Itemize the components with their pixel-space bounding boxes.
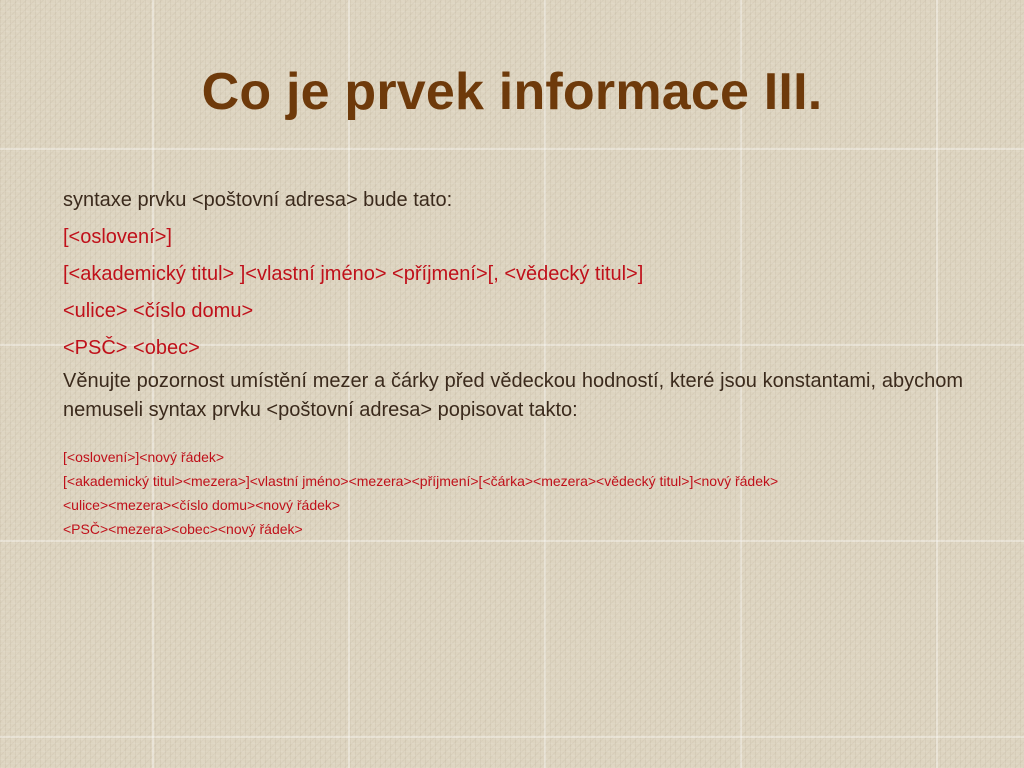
slide-content — [63, 188, 963, 541]
syntax-line-name: [<akademický titul> ]<vlastní jméno> <příjmení>[, <vědecký titul>] — [63, 263, 644, 285]
slide-title: Co je prvek informace III. — [201, 63, 823, 121]
detail-line-greeting: [<oslovení>]<nový řádek> — [63, 449, 225, 465]
detail-line-name: [<akademický titul><mezera>]<vlastní jméno><mezera><příjmení>[<čárka><mezera><vědecký titul>]<nový řádek> — [63, 473, 779, 489]
detailed-syntax-block — [63, 445, 963, 541]
detail-line-street: <ulice><mezera><číslo domu><nový řádek> — [63, 497, 341, 513]
syntax-line-city: <PSČ> <obec> — [63, 337, 200, 359]
syntax-line-street: <ulice> <číslo domu> — [63, 300, 254, 322]
intro-line — [63, 188, 963, 212]
intro-text: syntaxe prvku <poštovní adresa> bude tato: — [63, 189, 453, 211]
detail-line-city: <PSČ><mezera><obec><nový řádek> — [63, 521, 303, 537]
explanation-paragraph: Věnujte pozornost umístění mezer a čárky před vědeckou hodností, které jsou konstantami, abychom nemuseli syntax prvku <poštovní adresa> popisovat takto: — [63, 370, 963, 421]
syntax-line-greeting: [<oslovení>] — [63, 226, 172, 248]
